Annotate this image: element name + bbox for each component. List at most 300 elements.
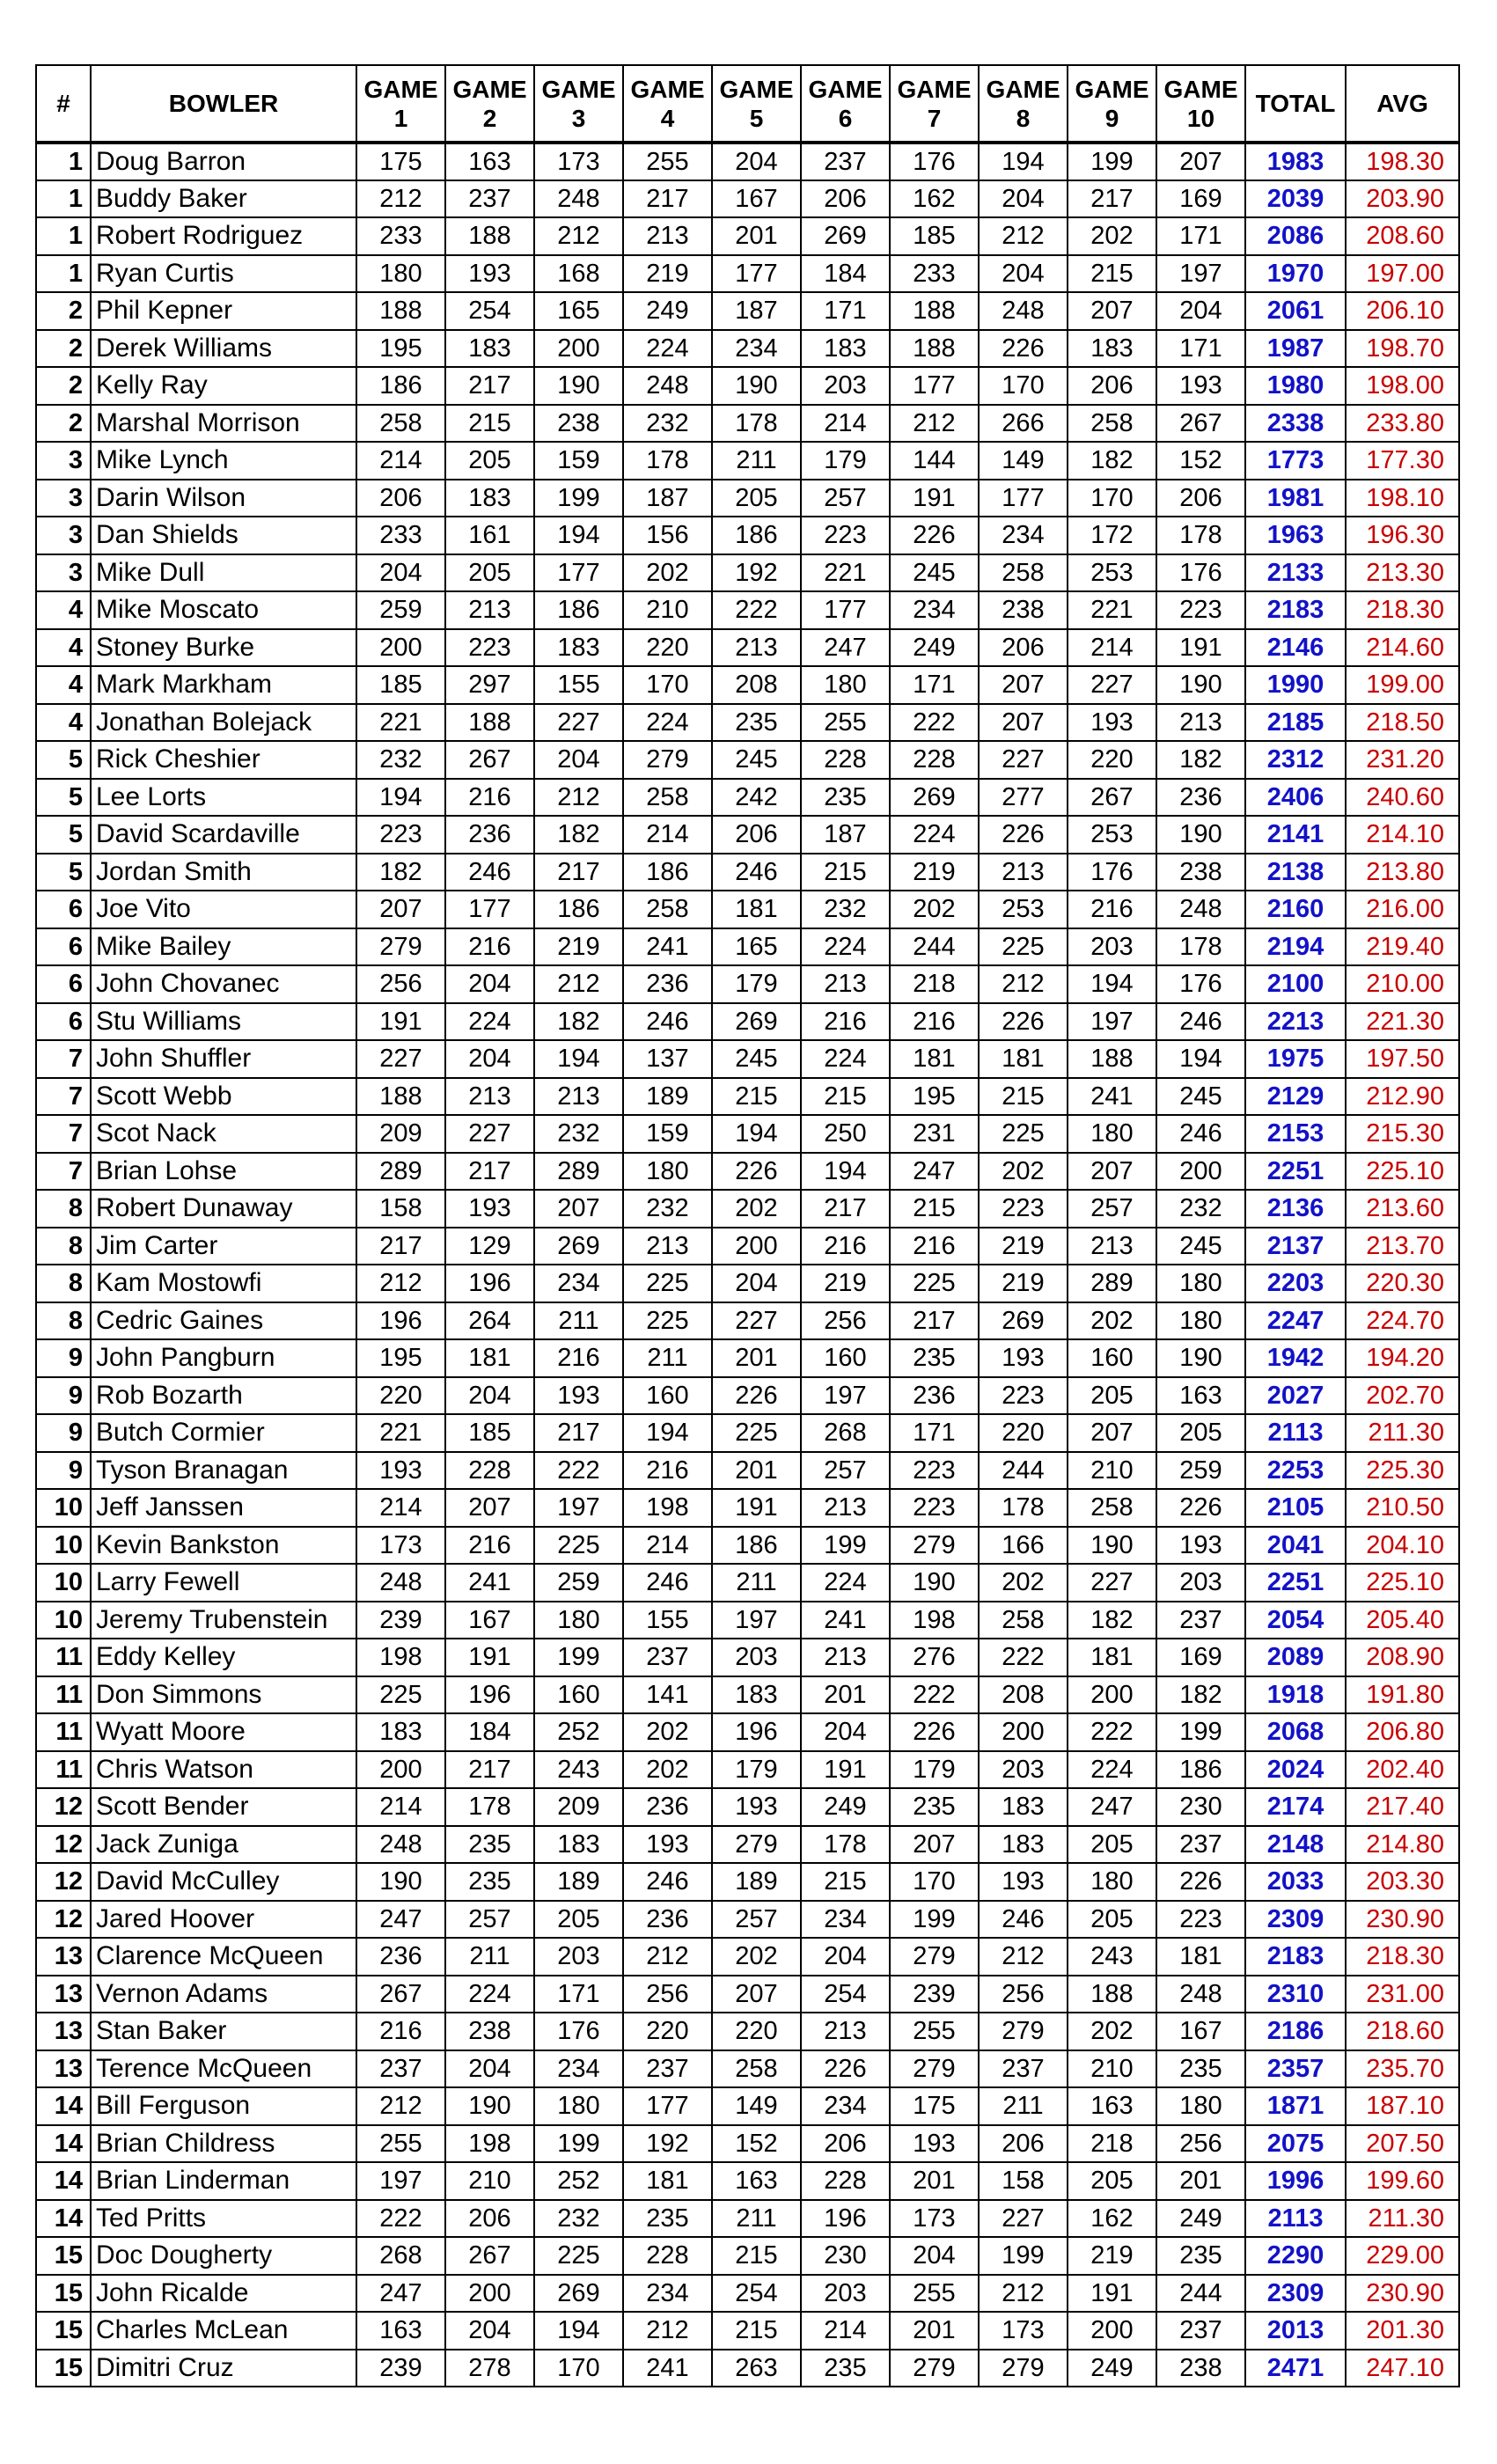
game-score-9: 267 bbox=[1068, 779, 1156, 817]
game-score-4: 202 bbox=[623, 1751, 712, 1789]
game-score-1: 214 bbox=[356, 442, 445, 480]
total-score: 2213 bbox=[1245, 1003, 1346, 1041]
total-score: 1963 bbox=[1245, 517, 1346, 554]
game-score-9: 200 bbox=[1068, 2312, 1156, 2350]
game-score-9: 218 bbox=[1068, 2125, 1156, 2163]
header-total: TOTAL bbox=[1245, 65, 1346, 143]
game-score-4: 246 bbox=[623, 1863, 712, 1901]
game-score-6: 215 bbox=[801, 1863, 890, 1901]
game-score-3: 234 bbox=[534, 1265, 623, 1302]
game-score-8: 219 bbox=[979, 1265, 1068, 1302]
game-score-7: 207 bbox=[890, 1826, 979, 1864]
game-score-5: 200 bbox=[712, 1228, 801, 1265]
game-score-7: 216 bbox=[890, 1228, 979, 1265]
game-score-3: 248 bbox=[534, 180, 623, 218]
game-score-9: 224 bbox=[1068, 1751, 1156, 1789]
header-bowler: BOWLER bbox=[91, 65, 356, 143]
game-score-9: 176 bbox=[1068, 854, 1156, 891]
game-score-8: 193 bbox=[979, 1339, 1068, 1377]
bowler-name: Butch Cormier bbox=[91, 1414, 356, 1452]
game-score-2: 216 bbox=[445, 1527, 534, 1565]
game-score-2: 198 bbox=[445, 2125, 534, 2163]
bowler-name: Ryan Curtis bbox=[91, 255, 356, 293]
game-score-2: 213 bbox=[445, 591, 534, 629]
game-score-9: 215 bbox=[1068, 255, 1156, 293]
game-score-2: 178 bbox=[445, 1788, 534, 1826]
game-score-2: 254 bbox=[445, 292, 534, 330]
game-score-2: 206 bbox=[445, 2200, 534, 2238]
average-score: 231.00 bbox=[1346, 1976, 1459, 2013]
average-score: 220.30 bbox=[1346, 1265, 1459, 1302]
game-score-5: 208 bbox=[712, 666, 801, 704]
game-score-7: 236 bbox=[890, 1377, 979, 1415]
game-score-10: 171 bbox=[1156, 217, 1245, 255]
total-score: 2312 bbox=[1245, 741, 1346, 779]
total-score: 2471 bbox=[1245, 2350, 1346, 2387]
game-score-5: 165 bbox=[712, 928, 801, 966]
rank-cell: 12 bbox=[36, 1826, 91, 1864]
game-score-8: 269 bbox=[979, 1302, 1068, 1340]
game-score-7: 195 bbox=[890, 1078, 979, 1116]
game-score-9: 222 bbox=[1068, 1713, 1156, 1751]
table-row bbox=[36, 1713, 1459, 1751]
game-score-6: 196 bbox=[801, 2200, 890, 2238]
header-game-8 bbox=[979, 65, 1068, 143]
game-score-2: 177 bbox=[445, 891, 534, 928]
game-score-2: 161 bbox=[445, 517, 534, 554]
game-score-2: 235 bbox=[445, 1863, 534, 1901]
game-score-9: 220 bbox=[1068, 741, 1156, 779]
bowler-name: Jeremy Trubenstein bbox=[91, 1602, 356, 1639]
game-score-3: 199 bbox=[534, 1639, 623, 1676]
bowler-name: Derek Williams bbox=[91, 330, 356, 368]
game-score-2: 196 bbox=[445, 1265, 534, 1302]
total-score: 1942 bbox=[1245, 1339, 1346, 1377]
game-score-6: 215 bbox=[801, 854, 890, 891]
game-score-3: 194 bbox=[534, 1040, 623, 1078]
game-score-4: 246 bbox=[623, 1564, 712, 1602]
game-score-2: 215 bbox=[445, 405, 534, 443]
header-game-word: GAME bbox=[986, 75, 1060, 103]
game-score-8: 194 bbox=[979, 143, 1068, 180]
header-game-word: GAME bbox=[452, 75, 527, 103]
game-score-10: 235 bbox=[1156, 2050, 1245, 2088]
table-row bbox=[36, 1938, 1459, 1976]
total-score: 2113 bbox=[1245, 1414, 1346, 1452]
game-score-1: 173 bbox=[356, 1527, 445, 1565]
total-score: 2039 bbox=[1245, 180, 1346, 218]
game-score-8: 226 bbox=[979, 816, 1068, 854]
game-score-10: 245 bbox=[1156, 1078, 1245, 1116]
rank-cell: 5 bbox=[36, 779, 91, 817]
game-score-5: 269 bbox=[712, 1003, 801, 1041]
game-score-10: 230 bbox=[1156, 1788, 1245, 1826]
header-game-number: 2 bbox=[482, 104, 497, 132]
rank-cell: 4 bbox=[36, 666, 91, 704]
game-score-4: 249 bbox=[623, 292, 712, 330]
game-score-8: 223 bbox=[979, 1190, 1068, 1228]
average-score: 207.50 bbox=[1346, 2125, 1459, 2163]
header-game-word: GAME bbox=[808, 75, 883, 103]
game-score-4: 236 bbox=[623, 1901, 712, 1939]
game-score-5: 234 bbox=[712, 330, 801, 368]
table-row bbox=[36, 1190, 1459, 1228]
game-score-4: 186 bbox=[623, 854, 712, 891]
game-score-2: 204 bbox=[445, 965, 534, 1003]
game-score-4: 228 bbox=[623, 2237, 712, 2275]
bowler-name: Terence McQueen bbox=[91, 2050, 356, 2088]
header-game-number: 4 bbox=[660, 104, 675, 132]
average-score: 213.60 bbox=[1346, 1190, 1459, 1228]
game-score-7: 177 bbox=[890, 367, 979, 405]
game-score-8: 225 bbox=[979, 928, 1068, 966]
bowler-name: Rick Cheshier bbox=[91, 741, 356, 779]
total-score: 2041 bbox=[1245, 1527, 1346, 1565]
game-score-7: 231 bbox=[890, 1115, 979, 1153]
game-score-5: 245 bbox=[712, 1040, 801, 1078]
average-score: 230.90 bbox=[1346, 2275, 1459, 2313]
bowler-name: Mark Markham bbox=[91, 666, 356, 704]
game-score-5: 258 bbox=[712, 2050, 801, 2088]
game-score-1: 175 bbox=[356, 143, 445, 180]
total-score: 1990 bbox=[1245, 666, 1346, 704]
game-score-6: 215 bbox=[801, 1078, 890, 1116]
game-score-9: 249 bbox=[1068, 2350, 1156, 2387]
game-score-8: 215 bbox=[979, 1078, 1068, 1116]
bowler-name: Cedric Gaines bbox=[91, 1302, 356, 1340]
table-row bbox=[36, 480, 1459, 517]
game-score-7: 185 bbox=[890, 217, 979, 255]
game-score-9: 199 bbox=[1068, 143, 1156, 180]
total-score: 2061 bbox=[1245, 292, 1346, 330]
rank-cell: 9 bbox=[36, 1377, 91, 1415]
game-score-1: 239 bbox=[356, 2350, 445, 2387]
table-row bbox=[36, 1901, 1459, 1939]
game-score-8: 202 bbox=[979, 1564, 1068, 1602]
game-score-10: 180 bbox=[1156, 1302, 1245, 1340]
game-score-10: 203 bbox=[1156, 1564, 1245, 1602]
game-score-5: 186 bbox=[712, 517, 801, 554]
game-score-2: 204 bbox=[445, 2050, 534, 2088]
game-score-7: 199 bbox=[890, 1901, 979, 1939]
game-score-6: 178 bbox=[801, 1826, 890, 1864]
game-score-1: 225 bbox=[356, 1676, 445, 1714]
game-score-2: 235 bbox=[445, 1826, 534, 1864]
game-score-5: 226 bbox=[712, 1153, 801, 1191]
game-score-1: 221 bbox=[356, 704, 445, 742]
game-score-5: 201 bbox=[712, 217, 801, 255]
game-score-7: 173 bbox=[890, 2200, 979, 2238]
total-score: 1983 bbox=[1245, 143, 1346, 180]
rank-cell: 15 bbox=[36, 2350, 91, 2387]
table-row bbox=[36, 1788, 1459, 1826]
rank-cell: 8 bbox=[36, 1190, 91, 1228]
game-score-5: 192 bbox=[712, 554, 801, 592]
game-score-7: 223 bbox=[890, 1489, 979, 1527]
rank-cell: 10 bbox=[36, 1489, 91, 1527]
game-score-6: 223 bbox=[801, 517, 890, 554]
average-score: 233.80 bbox=[1346, 405, 1459, 443]
bowler-name: Dan Shields bbox=[91, 517, 356, 554]
game-score-7: 176 bbox=[890, 143, 979, 180]
game-score-2: 167 bbox=[445, 1602, 534, 1639]
rank-cell: 14 bbox=[36, 2087, 91, 2125]
rank-cell: 2 bbox=[36, 405, 91, 443]
game-score-9: 183 bbox=[1068, 330, 1156, 368]
game-score-9: 207 bbox=[1068, 1153, 1156, 1191]
game-score-1: 217 bbox=[356, 1228, 445, 1265]
table-row bbox=[36, 2013, 1459, 2050]
game-score-8: 199 bbox=[979, 2237, 1068, 2275]
game-score-2: 163 bbox=[445, 143, 534, 180]
total-score: 1918 bbox=[1245, 1676, 1346, 1714]
bowler-name: Marshal Morrison bbox=[91, 405, 356, 443]
game-score-6: 257 bbox=[801, 480, 890, 517]
bowler-name: Tyson Branagan bbox=[91, 1452, 356, 1490]
header-game-number: 1 bbox=[393, 104, 408, 132]
game-score-8: 237 bbox=[979, 2050, 1068, 2088]
bowler-name: Robert Rodriguez bbox=[91, 217, 356, 255]
game-score-6: 203 bbox=[801, 367, 890, 405]
table-row bbox=[36, 1976, 1459, 2013]
game-score-8: 219 bbox=[979, 1228, 1068, 1265]
rank-cell: 11 bbox=[36, 1751, 91, 1789]
game-score-1: 259 bbox=[356, 591, 445, 629]
average-score: 218.60 bbox=[1346, 2013, 1459, 2050]
table-row bbox=[36, 1564, 1459, 1602]
game-score-9: 180 bbox=[1068, 1115, 1156, 1153]
average-score: 247.10 bbox=[1346, 2350, 1459, 2387]
game-score-6: 247 bbox=[801, 629, 890, 667]
rank-cell: 15 bbox=[36, 2275, 91, 2313]
game-score-4: 160 bbox=[623, 1377, 712, 1415]
game-score-2: 129 bbox=[445, 1228, 534, 1265]
game-score-2: 184 bbox=[445, 1713, 534, 1751]
game-score-3: 252 bbox=[534, 1713, 623, 1751]
game-score-4: 219 bbox=[623, 255, 712, 293]
game-score-4: 159 bbox=[623, 1115, 712, 1153]
game-score-3: 186 bbox=[534, 891, 623, 928]
game-score-1: 188 bbox=[356, 1078, 445, 1116]
game-score-8: 258 bbox=[979, 1602, 1068, 1639]
game-score-10: 237 bbox=[1156, 1602, 1245, 1639]
game-score-1: 196 bbox=[356, 1302, 445, 1340]
game-score-4: 258 bbox=[623, 891, 712, 928]
game-score-1: 222 bbox=[356, 2200, 445, 2238]
game-score-1: 194 bbox=[356, 779, 445, 817]
total-score: 2068 bbox=[1245, 1713, 1346, 1751]
header-game-word: GAME bbox=[1075, 75, 1149, 103]
total-score: 2251 bbox=[1245, 1564, 1346, 1602]
game-score-10: 223 bbox=[1156, 591, 1245, 629]
game-score-8: 223 bbox=[979, 1377, 1068, 1415]
game-score-8: 193 bbox=[979, 1863, 1068, 1901]
bowler-name: Jim Carter bbox=[91, 1228, 356, 1265]
game-score-5: 186 bbox=[712, 1527, 801, 1565]
game-score-5: 167 bbox=[712, 180, 801, 218]
game-score-3: 200 bbox=[534, 330, 623, 368]
average-score: 202.40 bbox=[1346, 1751, 1459, 1789]
game-score-2: 241 bbox=[445, 1564, 534, 1602]
game-score-9: 203 bbox=[1068, 928, 1156, 966]
rank-cell: 14 bbox=[36, 2125, 91, 2163]
bowler-name: Joe Vito bbox=[91, 891, 356, 928]
game-score-2: 207 bbox=[445, 1489, 534, 1527]
game-score-9: 258 bbox=[1068, 1489, 1156, 1527]
rank-cell: 9 bbox=[36, 1452, 91, 1490]
header-game-word: GAME bbox=[363, 75, 438, 103]
game-score-2: 193 bbox=[445, 255, 534, 293]
header-game-3 bbox=[534, 65, 623, 143]
game-score-5: 222 bbox=[712, 591, 801, 629]
game-score-5: 179 bbox=[712, 1751, 801, 1789]
game-score-7: 216 bbox=[890, 1003, 979, 1041]
header-game-10 bbox=[1156, 65, 1245, 143]
game-score-6: 250 bbox=[801, 1115, 890, 1153]
game-score-3: 209 bbox=[534, 1788, 623, 1826]
total-score: 2113 bbox=[1245, 2200, 1346, 2238]
game-score-1: 247 bbox=[356, 2275, 445, 2313]
rank-cell: 4 bbox=[36, 704, 91, 742]
game-score-6: 206 bbox=[801, 180, 890, 218]
average-score: 218.50 bbox=[1346, 704, 1459, 742]
table-row bbox=[36, 180, 1459, 218]
total-score: 2105 bbox=[1245, 1489, 1346, 1527]
rank-cell: 9 bbox=[36, 1339, 91, 1377]
game-score-4: 224 bbox=[623, 704, 712, 742]
game-score-4: 212 bbox=[623, 1938, 712, 1976]
game-score-1: 188 bbox=[356, 292, 445, 330]
average-score: 214.60 bbox=[1346, 629, 1459, 667]
rank-cell: 3 bbox=[36, 517, 91, 554]
game-score-1: 206 bbox=[356, 480, 445, 517]
game-score-1: 195 bbox=[356, 1339, 445, 1377]
game-score-7: 215 bbox=[890, 1190, 979, 1228]
game-score-8: 222 bbox=[979, 1639, 1068, 1676]
bowler-name: Larry Fewell bbox=[91, 1564, 356, 1602]
table-row bbox=[36, 2050, 1459, 2088]
game-score-10: 171 bbox=[1156, 330, 1245, 368]
game-score-8: 204 bbox=[979, 255, 1068, 293]
game-score-2: 278 bbox=[445, 2350, 534, 2387]
game-score-4: 220 bbox=[623, 2013, 712, 2050]
header-game-word: GAME bbox=[630, 75, 705, 103]
game-score-9: 182 bbox=[1068, 442, 1156, 480]
rank-cell: 7 bbox=[36, 1040, 91, 1078]
game-score-8: 266 bbox=[979, 405, 1068, 443]
game-score-6: 235 bbox=[801, 2350, 890, 2387]
game-score-10: 226 bbox=[1156, 1489, 1245, 1527]
header-game-number: 7 bbox=[927, 104, 942, 132]
game-score-7: 269 bbox=[890, 779, 979, 817]
header-game-number: 5 bbox=[749, 104, 764, 132]
game-score-8: 220 bbox=[979, 1414, 1068, 1452]
game-score-2: 238 bbox=[445, 2013, 534, 2050]
average-score: 213.70 bbox=[1346, 1228, 1459, 1265]
game-score-3: 211 bbox=[534, 1302, 623, 1340]
game-score-7: 202 bbox=[890, 891, 979, 928]
game-score-3: 173 bbox=[534, 143, 623, 180]
game-score-7: 279 bbox=[890, 1938, 979, 1976]
bowler-name: Vernon Adams bbox=[91, 1976, 356, 2013]
game-score-10: 235 bbox=[1156, 2237, 1245, 2275]
bowler-name: Doug Barron bbox=[91, 143, 356, 180]
table-row bbox=[36, 1676, 1459, 1714]
game-score-4: 235 bbox=[623, 2200, 712, 2238]
game-score-2: 264 bbox=[445, 1302, 534, 1340]
game-score-1: 198 bbox=[356, 1639, 445, 1676]
game-score-2: 204 bbox=[445, 2312, 534, 2350]
game-score-6: 199 bbox=[801, 1527, 890, 1565]
game-score-3: 190 bbox=[534, 367, 623, 405]
average-score: 211.30 bbox=[1346, 2200, 1459, 2238]
game-score-5: 279 bbox=[712, 1826, 801, 1864]
standings-body bbox=[36, 143, 1459, 2387]
game-score-1: 200 bbox=[356, 1751, 445, 1789]
total-score: 1773 bbox=[1245, 442, 1346, 480]
game-score-9: 207 bbox=[1068, 292, 1156, 330]
game-score-3: 217 bbox=[534, 1414, 623, 1452]
game-score-1: 191 bbox=[356, 1003, 445, 1041]
game-score-9: 241 bbox=[1068, 1078, 1156, 1116]
bowler-name: Stoney Burke bbox=[91, 629, 356, 667]
game-score-6: 214 bbox=[801, 2312, 890, 2350]
table-row bbox=[36, 2237, 1459, 2275]
total-score: 2357 bbox=[1245, 2050, 1346, 2088]
table-row bbox=[36, 1602, 1459, 1639]
game-score-8: 253 bbox=[979, 891, 1068, 928]
game-score-6: 171 bbox=[801, 292, 890, 330]
game-score-1: 212 bbox=[356, 180, 445, 218]
game-score-1: 233 bbox=[356, 517, 445, 554]
table-row bbox=[36, 367, 1459, 405]
total-score: 2129 bbox=[1245, 1078, 1346, 1116]
game-score-3: 183 bbox=[534, 1826, 623, 1864]
game-score-9: 227 bbox=[1068, 666, 1156, 704]
game-score-6: 203 bbox=[801, 2275, 890, 2313]
rank-cell: 10 bbox=[36, 1527, 91, 1565]
game-score-3: 212 bbox=[534, 217, 623, 255]
total-score: 2183 bbox=[1245, 1938, 1346, 1976]
average-score: 224.70 bbox=[1346, 1302, 1459, 1340]
game-score-1: 258 bbox=[356, 405, 445, 443]
average-score: 203.30 bbox=[1346, 1863, 1459, 1901]
game-score-3: 212 bbox=[534, 779, 623, 817]
game-score-2: 237 bbox=[445, 180, 534, 218]
bowler-name: Dimitri Cruz bbox=[91, 2350, 356, 2387]
game-score-5: 211 bbox=[712, 2200, 801, 2238]
average-score: 202.70 bbox=[1346, 1377, 1459, 1415]
game-score-2: 217 bbox=[445, 367, 534, 405]
game-score-4: 181 bbox=[623, 2162, 712, 2200]
game-score-8: 234 bbox=[979, 517, 1068, 554]
rank-cell: 3 bbox=[36, 480, 91, 517]
game-score-4: 198 bbox=[623, 1489, 712, 1527]
game-score-3: 252 bbox=[534, 2162, 623, 2200]
game-score-2: 210 bbox=[445, 2162, 534, 2200]
game-score-5: 226 bbox=[712, 1377, 801, 1415]
game-score-4: 237 bbox=[623, 1639, 712, 1676]
game-score-5: 211 bbox=[712, 1564, 801, 1602]
average-score: 194.20 bbox=[1346, 1339, 1459, 1377]
game-score-8: 149 bbox=[979, 442, 1068, 480]
header-rank: # bbox=[36, 65, 91, 143]
game-score-7: 239 bbox=[890, 1976, 979, 2013]
table-row bbox=[36, 591, 1459, 629]
table-row bbox=[36, 965, 1459, 1003]
game-score-3: 212 bbox=[534, 965, 623, 1003]
game-score-9: 197 bbox=[1068, 1003, 1156, 1041]
